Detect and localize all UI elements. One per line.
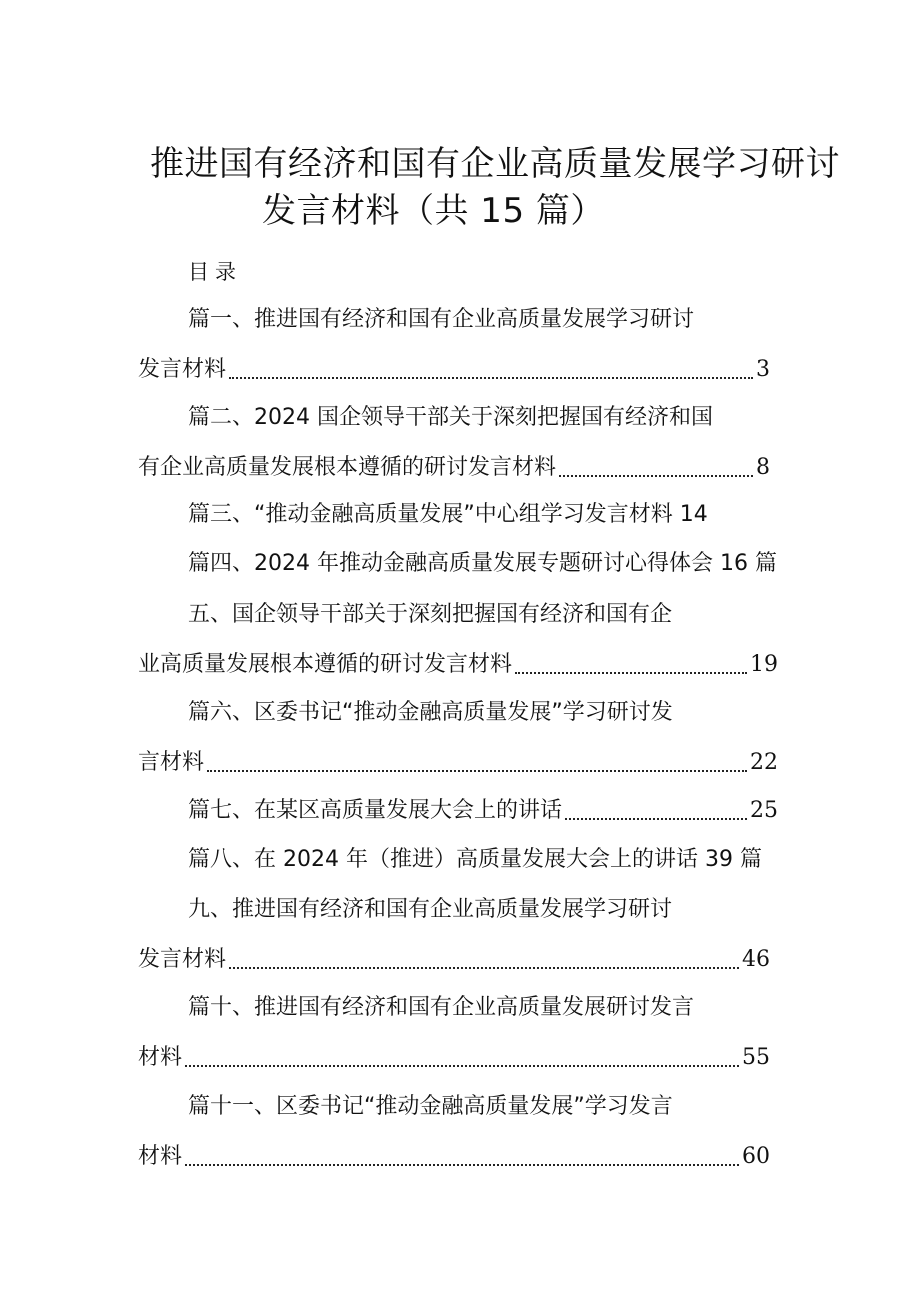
toc-entry-5-line-1[interactable]: 五、国企领导干部关于深刻把握国有经济和国有企	[188, 602, 673, 627]
toc-entry-6-line-2[interactable]	[138, 748, 778, 778]
toc-entry-9-text: 发言材料	[138, 947, 227, 972]
toc-entry-7[interactable]	[188, 796, 778, 826]
toc-entry-7-page: 25	[750, 798, 778, 823]
toc-entry-11-line-1[interactable]: 篇十一、区委书记“推动金融高质量发展”学习发言	[188, 1094, 673, 1119]
toc-entry-9-line-1[interactable]: 九、推进国有经济和国有企业高质量发展学习研讨	[188, 897, 673, 922]
dot-leader	[559, 475, 753, 477]
toc-entry-9-page: 46	[742, 947, 770, 972]
toc-entry-6-page: 22	[750, 750, 778, 775]
toc-entry-11-page: 60	[742, 1144, 770, 1169]
toc-entry-2-text: 有企业高质量发展根本遵循的研讨发言材料	[138, 455, 557, 480]
toc-entry-5-line-2[interactable]	[138, 650, 778, 680]
toc-entry-7-text: 篇七、在某区高质量发展大会上的讲话	[188, 798, 563, 823]
dot-leader	[207, 770, 747, 772]
toc-entry-10-text: 材料	[138, 1045, 183, 1070]
toc-entry-1-page: 3	[756, 357, 770, 382]
toc-entry-1-line-1[interactable]: 篇一、推进国有经济和国有企业高质量发展学习研讨	[188, 307, 695, 332]
toc-entry-9-line-2[interactable]	[138, 945, 770, 975]
toc-entry-6-text: 言材料	[138, 750, 205, 775]
toc-entry-10-page: 55	[742, 1045, 770, 1070]
toc-entry-3[interactable]: 篇三、“推动金融高质量发展”中心组学习发言材料 14	[188, 502, 708, 527]
toc-entry-11-line-2[interactable]	[138, 1142, 770, 1172]
toc-entry-11-text: 材料	[138, 1144, 183, 1169]
toc-entry-5-text: 业高质量发展根本遵循的研讨发言材料	[138, 652, 513, 677]
toc-heading: 目录	[188, 260, 242, 284]
dot-leader	[515, 672, 747, 674]
toc-entry-2-line-2[interactable]	[138, 453, 770, 483]
dot-leader	[185, 1164, 739, 1166]
toc-entry-2-line-1[interactable]: 篇二、2024 国企领导干部关于深刻把握国有经济和国	[188, 405, 713, 430]
dot-leader	[565, 818, 747, 820]
toc-entry-4[interactable]: 篇四、2024 年推动金融高质量发展专题研讨心得体会 16 篇	[188, 551, 777, 576]
toc-entry-5-page: 19	[750, 652, 778, 677]
dot-leader	[185, 1065, 739, 1067]
document-title-line-1: 推进国有经济和国有企业高质量发展学习研讨	[150, 144, 840, 184]
dot-leader	[229, 967, 739, 969]
toc-entry-1-text: 发言材料	[138, 357, 227, 382]
toc-entry-1-line-2[interactable]	[138, 355, 770, 385]
document-title-line-2: 发言材料（共 15 篇）	[262, 191, 605, 231]
toc-entry-8[interactable]: 篇八、在 2024 年（推进）高质量发展大会上的讲话 39 篇	[188, 847, 762, 872]
toc-entry-6-line-1[interactable]: 篇六、区委书记“推动金融高质量发展”学习研讨发	[188, 700, 673, 725]
toc-entry-10-line-2[interactable]	[138, 1043, 770, 1073]
toc-entry-2-page: 8	[756, 455, 770, 480]
toc-entry-10-line-1[interactable]: 篇十、推进国有经济和国有企业高质量发展研讨发言	[188, 995, 695, 1020]
dot-leader	[229, 377, 753, 379]
